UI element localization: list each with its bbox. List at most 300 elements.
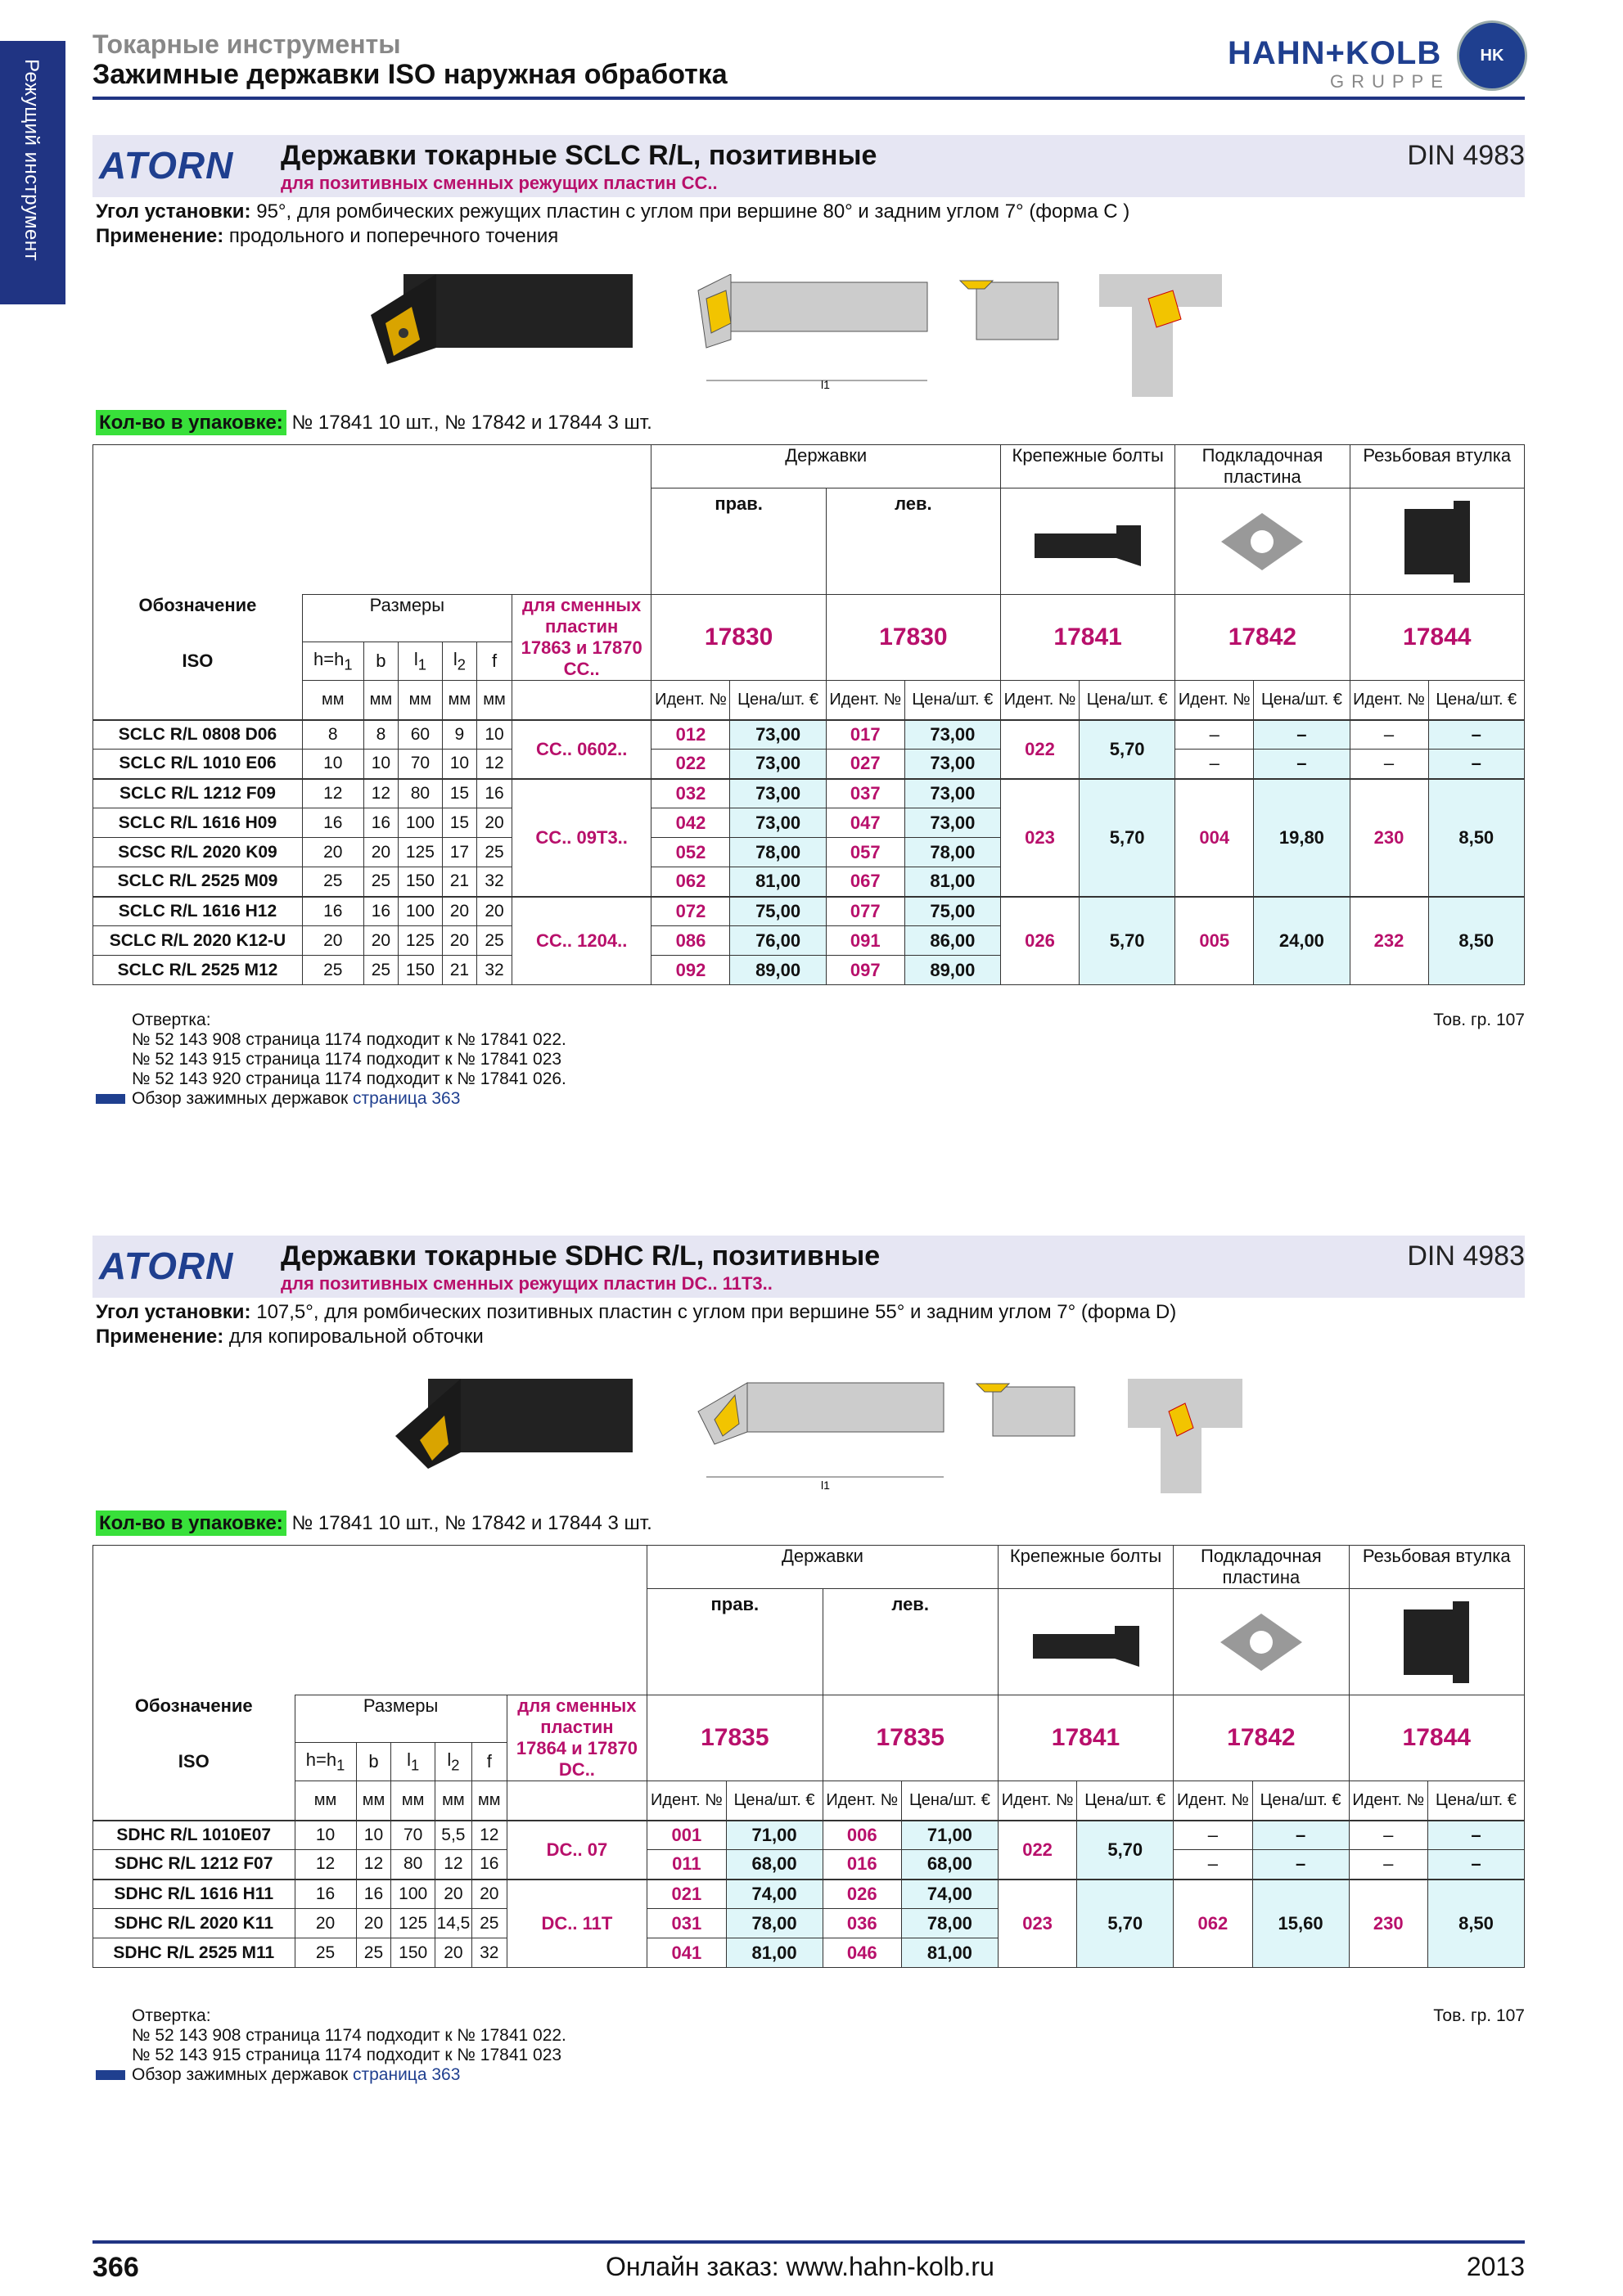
row-sleeve-id: –	[1350, 720, 1428, 750]
row-left-price: 73,00	[904, 720, 1000, 750]
unit-mm: мм	[435, 1781, 471, 1821]
dim-h: $h=h_1$	[302, 642, 363, 681]
row-designation: SCLC R/L 1212 F09	[93, 779, 303, 808]
holder-right-number: 17830	[651, 595, 826, 681]
section-title: Державки токарные SDHC R/L, позитивные	[281, 1240, 881, 1272]
overview-line: Обзор зажимных державок страница 363	[132, 2065, 566, 2085]
price-header: Цена/шт. €	[1428, 681, 1524, 720]
ident-header: Идент. №	[1175, 681, 1254, 720]
logo-brand: HAHN+KOLB	[1228, 35, 1442, 71]
row-dim-b: 16	[363, 808, 399, 838]
row-left-id: 026	[823, 1880, 901, 1909]
row-right-id: 011	[647, 1850, 726, 1880]
price-header: Цена/шт. €	[904, 681, 1000, 720]
ident-header: Идент. №	[1350, 681, 1428, 720]
ident-header: Идент. №	[1174, 1781, 1252, 1821]
note-line: № 52 143 915 страница 1174 подходит к № 17841 023	[132, 1050, 562, 1069]
row-shim-price: –	[1252, 1821, 1349, 1850]
row-dim-l1: 150	[391, 1938, 435, 1968]
left-hand-label: лев.	[823, 1589, 998, 1695]
row-dim-l1: 125	[391, 1909, 435, 1938]
price-header: Цена/шт. €	[1254, 681, 1350, 720]
row-bolt-id: 022	[998, 1821, 1076, 1880]
notes	[132, 1011, 566, 1109]
row-dim-l2: 5,5	[435, 1821, 471, 1850]
row-shim-id: 004	[1175, 779, 1254, 897]
row-dim-b: 20	[356, 1909, 391, 1938]
row-bolt-price: 5,70	[1077, 1880, 1174, 1968]
dim-h: $h=h_1$	[295, 1743, 356, 1781]
dim-l2: $l_2$	[435, 1743, 471, 1781]
row-dim-l1: 80	[391, 1850, 435, 1880]
row-insert: CC.. 1204..	[512, 897, 651, 985]
sleeve-image	[1349, 1589, 1524, 1695]
row-dim-b: 25	[363, 867, 399, 897]
row-left-id: 017	[826, 720, 904, 750]
row-shim-price: 15,60	[1252, 1880, 1349, 1968]
row-right-id: 021	[647, 1880, 726, 1909]
header-subtitle: Токарные инструменты	[92, 29, 401, 59]
row-dim-l1: 125	[399, 838, 442, 867]
row-dim-b: 12	[356, 1850, 391, 1880]
dim-b: b	[363, 642, 399, 681]
section-title-band	[92, 135, 1525, 197]
row-shim-id: –	[1174, 1821, 1252, 1850]
row-right-id: 001	[647, 1821, 726, 1850]
row-dim-l2: 21	[442, 956, 477, 985]
row-right-price: 68,00	[726, 1850, 823, 1880]
table-row	[93, 779, 1525, 808]
inserts-header: для сменных пластин 17864 и 17870 DC..	[507, 1695, 647, 1781]
left-hand-label: лев.	[826, 488, 1000, 595]
iso-header: ISO	[93, 1743, 295, 1781]
row-right-price: 81,00	[730, 867, 826, 897]
row-dim-h: 8	[302, 720, 363, 750]
row-designation: SCLC R/L 1616 H12	[93, 897, 303, 926]
dim-f: f	[477, 642, 512, 681]
overview-link[interactable]: страница 363	[353, 1089, 461, 1108]
row-designation: SCLC R/L 0808 D06	[93, 720, 303, 750]
bolt-number: 17841	[998, 1695, 1173, 1781]
side-tab	[0, 41, 65, 304]
sleeve-image	[1350, 488, 1524, 595]
row-dim-f: 16	[471, 1850, 507, 1880]
row-left-id: 097	[826, 956, 904, 985]
holders-header: Державки	[647, 1546, 999, 1589]
unit-mm: мм	[477, 681, 512, 720]
row-left-price: 73,00	[904, 808, 1000, 838]
unit-mm: мм	[302, 681, 363, 720]
row-right-id: 062	[651, 867, 730, 897]
row-designation: SDHC R/L 1212 F07	[93, 1850, 295, 1880]
row-dim-f: 10	[477, 720, 512, 750]
row-dim-h: 20	[302, 838, 363, 867]
note-line: Отвертка:	[132, 1011, 211, 1029]
dim-l2: $l_2$	[442, 642, 477, 681]
row-sleeve-price: –	[1427, 1821, 1524, 1850]
angle-line: Угол установки: 95°, для ромбических режущих пластин с углом при вершине 80° и задним углом 7° (форма C )	[96, 200, 1130, 223]
row-shim-price: 24,00	[1254, 897, 1350, 985]
row-insert: DC.. 11T	[507, 1880, 647, 1968]
row-dim-b: 10	[356, 1821, 391, 1850]
product-group: Тов. гр. 107	[1433, 1011, 1525, 1029]
price-header: Цена/шт. €	[730, 681, 826, 720]
row-dim-h: 12	[295, 1850, 356, 1880]
row-right-price: 76,00	[730, 926, 826, 956]
footer-rule	[92, 2240, 1525, 2244]
ident-header: Идент. №	[998, 1781, 1076, 1821]
section-subtitle: для позитивных сменных режущих пластин DC.. 11T3..	[281, 1273, 773, 1294]
row-right-id: 042	[651, 808, 730, 838]
row-left-price: 68,00	[901, 1850, 998, 1880]
application-line: Применение: продольного и поперечного точения	[96, 225, 559, 247]
inserts-header: для сменных пластин 17863 и 17870 CC..	[512, 595, 651, 681]
row-right-price: 75,00	[730, 897, 826, 926]
row-dim-l2: 20	[442, 897, 477, 926]
ident-header: Идент. №	[1349, 1781, 1427, 1821]
year: 2013	[1466, 2252, 1525, 2281]
row-dim-l2: 20	[435, 1880, 471, 1909]
row-right-price: 73,00	[730, 750, 826, 779]
page-title: Зажимные державки ISO наружная обработка	[92, 59, 728, 90]
page-number: 366	[92, 2252, 139, 2283]
row-dim-b: 20	[363, 926, 399, 956]
ident-header: Идент. №	[1001, 681, 1080, 720]
shim-image	[1175, 488, 1350, 595]
product-table-grid	[92, 1545, 1525, 1968]
online-order: Онлайн заказ: www.hahn-kolb.ru	[606, 2252, 994, 2281]
unit-mm: мм	[295, 1781, 356, 1821]
row-dim-b: 16	[356, 1880, 391, 1909]
row-dim-l2: 17	[442, 838, 477, 867]
svg-text:l1: l1	[821, 378, 830, 391]
note-line: № 52 143 908 страница 1174 подходит к № 17841 022.	[132, 2026, 566, 2045]
product-table-grid	[92, 444, 1525, 985]
row-insert: CC.. 0602..	[512, 720, 651, 779]
table-row	[93, 897, 1525, 926]
row-shim-price: –	[1254, 750, 1350, 779]
row-left-price: 89,00	[904, 956, 1000, 985]
unit-mm: мм	[399, 681, 442, 720]
price-header: Цена/шт. €	[1079, 681, 1174, 720]
row-right-id: 086	[651, 926, 730, 956]
row-dim-b: 12	[363, 779, 399, 808]
holder-right-number: 17835	[647, 1695, 823, 1781]
row-right-id: 041	[647, 1938, 726, 1968]
bolt-image	[998, 1589, 1173, 1695]
row-left-id: 067	[826, 867, 904, 897]
row-dim-l2: 9	[442, 720, 477, 750]
row-left-price: 73,00	[904, 750, 1000, 779]
application-line: Применение: для копировальной обточки	[96, 1326, 484, 1348]
row-dim-b: 16	[363, 897, 399, 926]
row-bolt-price: 5,70	[1079, 720, 1174, 779]
row-dim-l1: 125	[399, 926, 442, 956]
row-left-price: 73,00	[904, 779, 1000, 808]
row-designation: SDHC R/L 1616 H11	[93, 1880, 295, 1909]
row-dim-l1: 70	[391, 1821, 435, 1850]
row-left-id: 037	[826, 779, 904, 808]
row-sleeve-price: –	[1428, 720, 1524, 750]
pack-quantity: Кол-во в упаковке: № 17841 10 шт., № 17842 и 17844 3 шт.	[96, 1512, 652, 1535]
row-right-id: 072	[651, 897, 730, 926]
row-dim-f: 20	[477, 808, 512, 838]
row-right-price: 81,00	[726, 1938, 823, 1968]
row-dim-h: 10	[295, 1821, 356, 1850]
note-line: № 52 143 920 страница 1174 подходит к № 17841 026.	[132, 1069, 566, 1088]
bolts-header: Крепежные болты	[1001, 445, 1175, 488]
row-designation: SCLC R/L 1010 E06	[93, 750, 303, 779]
row-right-id: 022	[651, 750, 730, 779]
right-hand-label: прав.	[647, 1589, 823, 1695]
unit-mm: мм	[363, 681, 399, 720]
row-dim-b: 10	[363, 750, 399, 779]
pack-quantity: Кол-во в упаковке: № 17841 10 шт., № 17842 и 17844 3 шт.	[96, 412, 652, 434]
bolts-header: Крепежные болты	[998, 1546, 1173, 1589]
row-right-id: 012	[651, 720, 730, 750]
row-right-price: 71,00	[726, 1821, 823, 1850]
table-row	[93, 750, 1525, 779]
row-dim-l2: 20	[435, 1938, 471, 1968]
section-sdhc	[92, 1236, 1525, 2095]
row-left-price: 86,00	[904, 926, 1000, 956]
overview-line: Обзор зажимных державок страница 363	[132, 1089, 566, 1109]
price-header: Цена/шт. €	[1427, 1781, 1524, 1821]
row-dim-f: 25	[471, 1909, 507, 1938]
row-designation: SCLC R/L 1616 H09	[93, 808, 303, 838]
row-left-price: 78,00	[904, 838, 1000, 867]
row-sleeve-price: –	[1428, 750, 1524, 779]
row-sleeve-id: –	[1349, 1821, 1427, 1850]
note-line: Отвертка:	[132, 2006, 211, 2025]
row-dim-f: 32	[477, 867, 512, 897]
row-bolt-id: 023	[998, 1880, 1076, 1968]
row-right-id: 032	[651, 779, 730, 808]
price-header: Цена/шт. €	[1252, 1781, 1349, 1821]
row-dim-f: 25	[477, 838, 512, 867]
row-dim-l1: 100	[399, 897, 442, 926]
row-dim-l1: 150	[399, 867, 442, 897]
section-title-band	[92, 1236, 1525, 1298]
row-dim-f: 20	[477, 897, 512, 926]
row-dim-h: 12	[302, 779, 363, 808]
row-dim-l2: 12	[435, 1850, 471, 1880]
row-shim-price: 19,80	[1254, 779, 1350, 897]
row-left-price: 78,00	[901, 1909, 998, 1938]
row-bolt-price: 5,70	[1079, 897, 1174, 985]
row-bolt-price: 5,70	[1077, 1821, 1174, 1880]
row-right-id: 052	[651, 838, 730, 867]
row-left-id: 006	[823, 1821, 901, 1850]
row-sleeve-id: –	[1349, 1850, 1427, 1880]
row-sleeve-price: 8,50	[1428, 779, 1524, 897]
angle-line: Угол установки: 107,5°, для ромбических позитивных пластин с углом при вершине 55° и задним углом 7° (форма D)	[96, 1301, 1177, 1323]
ident-header: Идент. №	[651, 681, 730, 720]
row-dim-l2: 21	[442, 867, 477, 897]
table-row	[93, 720, 1525, 750]
dimensions-header: Размеры	[302, 595, 512, 642]
row-dim-l1: 80	[399, 779, 442, 808]
side-tab-label: Режущий инструмент	[20, 59, 43, 262]
hahn-kolb-logo	[1228, 20, 1531, 90]
shim-header: Подкладочная пластина	[1174, 1546, 1349, 1589]
row-shim-id: –	[1174, 1850, 1252, 1880]
row-dim-f: 25	[477, 926, 512, 956]
logo-gruppe: GRUPPE	[1330, 71, 1450, 92]
unit-mm: мм	[471, 1781, 507, 1821]
row-right-id: 092	[651, 956, 730, 985]
row-dim-l2: 20	[442, 926, 477, 956]
ident-header: Идент. №	[647, 1781, 726, 1821]
atorn-logo: ATORN	[99, 1245, 234, 1287]
dim-l1: $l_1$	[391, 1743, 435, 1781]
holders-header: Державки	[651, 445, 1001, 488]
iso-header: ISO	[93, 642, 303, 681]
row-dim-b: 8	[363, 720, 399, 750]
sleeve-number: 17844	[1350, 595, 1524, 681]
unit-mm: мм	[356, 1781, 391, 1821]
holder-left-number: 17835	[823, 1695, 998, 1781]
row-bolt-id: 026	[1001, 897, 1080, 985]
row-shim-price: –	[1252, 1850, 1349, 1880]
table-row	[93, 1821, 1525, 1850]
row-dim-h: 10	[302, 750, 363, 779]
row-sleeve-id: –	[1350, 750, 1428, 779]
row-bolt-id: 023	[1001, 779, 1080, 897]
row-designation: SCLC R/L 2525 M09	[93, 867, 303, 897]
right-hand-label: прав.	[651, 488, 826, 595]
row-sleeve-price: –	[1427, 1850, 1524, 1880]
row-designation: SCSC R/L 2020 K09	[93, 838, 303, 867]
row-left-price: 81,00	[904, 867, 1000, 897]
dim-l1: $l_1$	[399, 642, 442, 681]
notes	[132, 2006, 566, 2085]
row-left-id: 036	[823, 1909, 901, 1938]
din-standard: DIN 4983	[1407, 140, 1525, 171]
row-right-price: 78,00	[726, 1909, 823, 1938]
row-dim-l1: 100	[391, 1880, 435, 1909]
row-dim-b: 20	[363, 838, 399, 867]
holder-left-number: 17830	[826, 595, 1000, 681]
row-designation: SDHC R/L 2020 K11	[93, 1909, 295, 1938]
row-dim-l1: 100	[399, 808, 442, 838]
row-bolt-price: 5,70	[1079, 779, 1174, 897]
row-left-price: 74,00	[901, 1880, 998, 1909]
row-dim-f: 20	[471, 1880, 507, 1909]
row-dim-h: 20	[302, 926, 363, 956]
row-bolt-id: 022	[1001, 720, 1080, 779]
section-subtitle: для позитивных сменных режущих пластин CC..	[281, 173, 718, 193]
row-dim-f: 12	[477, 750, 512, 779]
row-dim-f: 32	[471, 1938, 507, 1968]
row-shim-id: 062	[1174, 1880, 1252, 1968]
row-dim-h: 16	[302, 897, 363, 926]
row-dim-h: 25	[295, 1938, 356, 1968]
bolt-image	[1001, 488, 1175, 595]
row-dim-f: 12	[471, 1821, 507, 1850]
ident-header: Идент. №	[823, 1781, 901, 1821]
tool-holder-illustrations	[371, 274, 1337, 397]
table-row	[93, 1850, 1525, 1880]
row-dim-h: 25	[302, 867, 363, 897]
row-left-price: 81,00	[901, 1938, 998, 1968]
header-rule	[92, 97, 1525, 100]
row-dim-l1: 150	[399, 956, 442, 985]
row-left-price: 71,00	[901, 1821, 998, 1850]
price-header: Цена/шт. €	[901, 1781, 998, 1821]
designation-header: Обозначение	[93, 1695, 295, 1743]
designation-header: Обозначение	[93, 595, 303, 642]
row-left-id: 091	[826, 926, 904, 956]
dim-b: b	[356, 1743, 391, 1781]
row-designation: SCLC R/L 2525 M12	[93, 956, 303, 985]
shim-number: 17842	[1174, 1695, 1349, 1781]
row-sleeve-price: 8,50	[1427, 1880, 1524, 1968]
svg-text:l1: l1	[821, 1479, 830, 1492]
row-sleeve-price: 8,50	[1428, 897, 1524, 985]
row-left-id: 046	[823, 1938, 901, 1968]
tool-holder-illustrations	[395, 1379, 1337, 1501]
row-insert: CC.. 09T3..	[512, 779, 651, 897]
sleeve-header: Резьбовая втулка	[1349, 1546, 1524, 1589]
row-right-id: 031	[647, 1909, 726, 1938]
atorn-logo: ATORN	[99, 144, 234, 187]
row-dim-l1: 60	[399, 720, 442, 750]
row-right-price: 73,00	[730, 808, 826, 838]
unit-mm: мм	[391, 1781, 435, 1821]
overview-link[interactable]: страница 363	[353, 2065, 461, 2084]
ident-header: Идент. №	[826, 681, 904, 720]
din-standard: DIN 4983	[1407, 1240, 1525, 1272]
dim-f: f	[471, 1743, 507, 1781]
row-left-id: 027	[826, 750, 904, 779]
table-row	[93, 1880, 1525, 1909]
row-dim-f: 16	[477, 779, 512, 808]
sleeve-number: 17844	[1349, 1695, 1524, 1781]
row-dim-f: 32	[477, 956, 512, 985]
row-left-id: 077	[826, 897, 904, 926]
row-shim-id: –	[1175, 720, 1254, 750]
row-sleeve-id: 230	[1350, 779, 1428, 897]
note-line: № 52 143 915 страница 1174 подходит к № 17841 023	[132, 2046, 562, 2064]
row-designation: SCLC R/L 2020 K12-U	[93, 926, 303, 956]
row-dim-b: 25	[356, 1938, 391, 1968]
row-dim-b: 25	[363, 956, 399, 985]
section-title: Державки токарные SCLC R/L, позитивные	[281, 140, 877, 171]
row-shim-id: 005	[1175, 897, 1254, 985]
row-dim-l2: 10	[442, 750, 477, 779]
price-header: Цена/шт. €	[1077, 1781, 1174, 1821]
row-dim-l2: 15	[442, 779, 477, 808]
row-designation: SDHC R/L 2525 M11	[93, 1938, 295, 1968]
row-sleeve-id: 230	[1349, 1880, 1427, 1968]
row-sleeve-id: 232	[1350, 897, 1428, 985]
unit-mm: мм	[442, 681, 477, 720]
row-right-price: 73,00	[730, 720, 826, 750]
row-dim-h: 16	[295, 1880, 356, 1909]
row-designation: SDHC R/L 1010E07	[93, 1821, 295, 1850]
row-dim-l2: 15	[442, 808, 477, 838]
row-dim-l2: 14,5	[435, 1909, 471, 1938]
row-dim-h: 16	[302, 808, 363, 838]
row-shim-id: –	[1175, 750, 1254, 779]
logo-seal: HK	[1457, 20, 1527, 91]
row-dim-h: 25	[302, 956, 363, 985]
section-sclc	[92, 135, 1525, 1117]
row-right-price: 89,00	[730, 956, 826, 985]
row-right-price: 74,00	[726, 1880, 823, 1909]
row-left-id: 057	[826, 838, 904, 867]
